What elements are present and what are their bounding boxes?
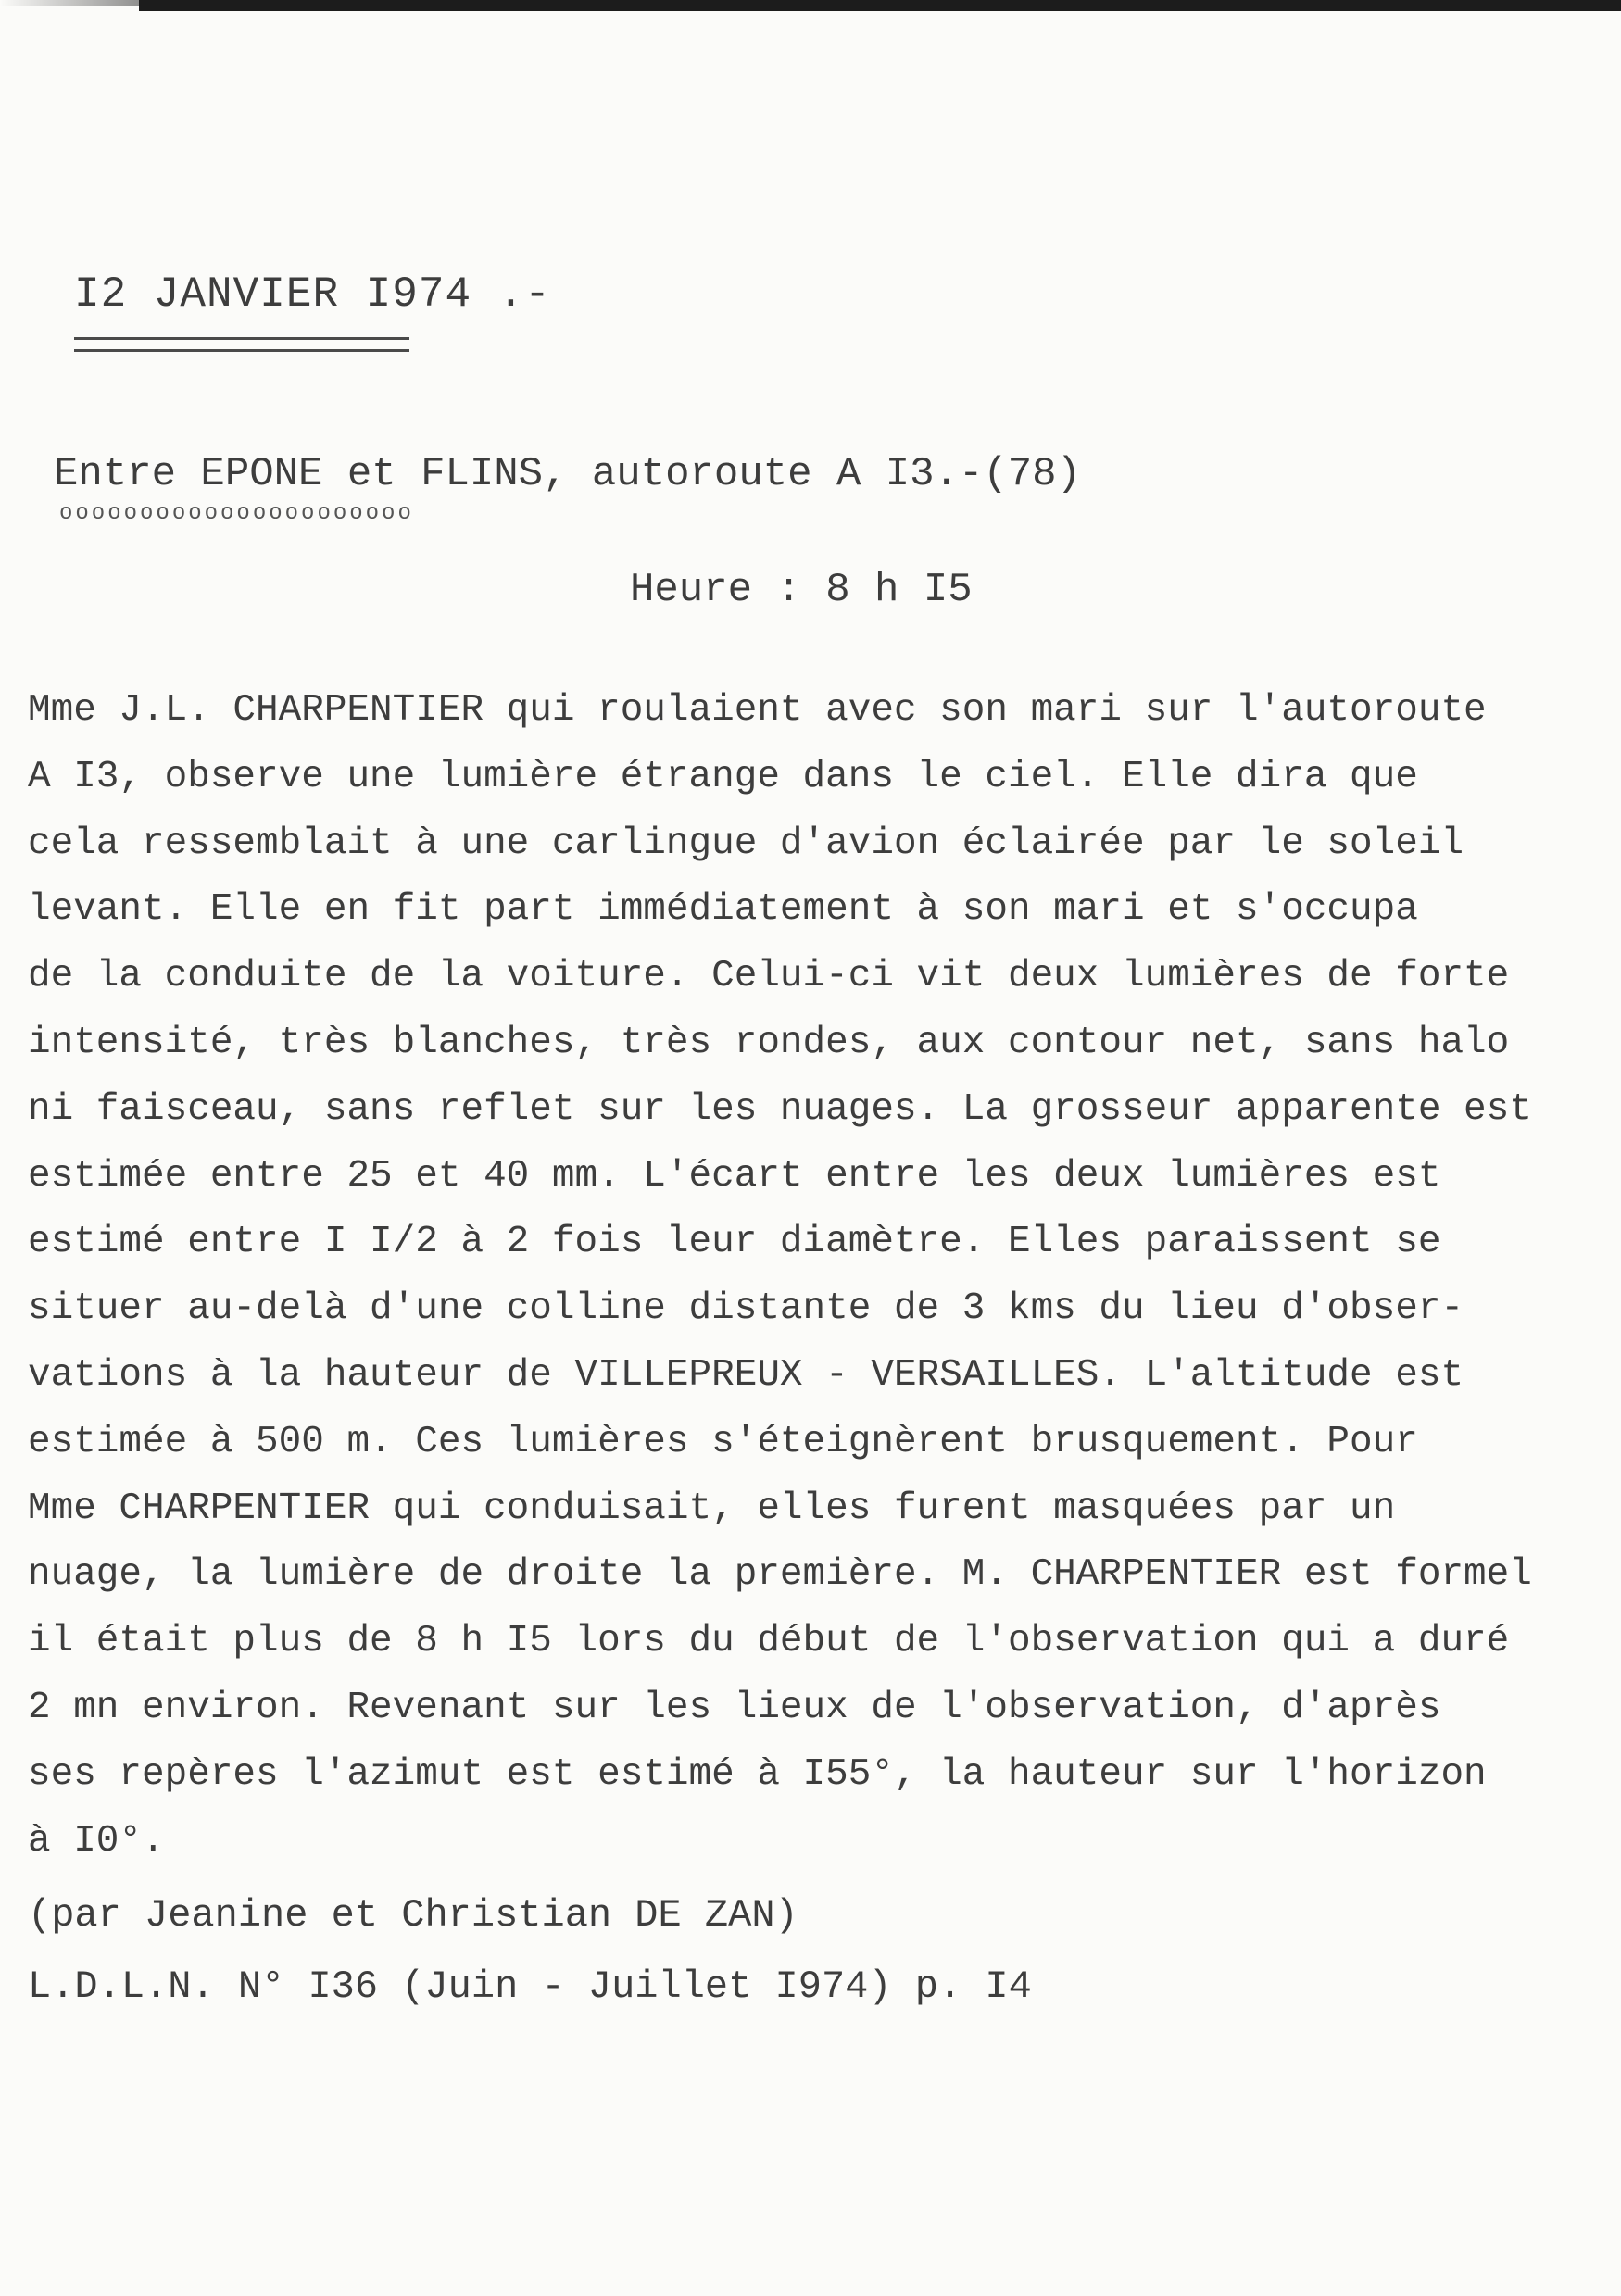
location-heading-underline: oooooooooooooooooooooo xyxy=(59,501,414,526)
top-border-rule xyxy=(139,0,1621,11)
body-line: ni faisceau, sans reflet sur les nuages. La grosseur apparente est xyxy=(28,1087,1532,1131)
body-line: A I3, observe une lumière étrange dans le ciel. Elle dira que xyxy=(28,755,1418,798)
body-line: Mme J.L. CHARPENTIER qui roulaient avec son mari sur l'autoroute xyxy=(28,689,1487,732)
body-line: estimée à 500 m. Ces lumières s'éteignèrent brusquement. Pour xyxy=(28,1420,1418,1463)
body-line: estimé entre I I/2 à 2 fois leur diamètre. Elles paraissent se xyxy=(28,1221,1441,1264)
time-line: Heure : 8 h I5 xyxy=(630,567,973,613)
top-border-rule-fade xyxy=(0,0,139,6)
source-reference: L.D.L.N. N° I36 (Juin - Juillet I974) p. I4 xyxy=(28,1964,1032,2009)
location-heading: Entre EPONE et FLINS, autoroute A I3.-(78) xyxy=(54,451,1081,497)
body-line: Mme CHARPENTIER qui conduisait, elles furent masquées par un xyxy=(28,1487,1396,1530)
body-line: intensité, très blanches, très rondes, aux contour net, sans halo xyxy=(28,1021,1510,1064)
body-line: 2 mn environ. Revenant sur les lieux de l'observation, d'après xyxy=(28,1686,1441,1729)
body-line: il était plus de 8 h I5 lors du début de l'observation qui a duré xyxy=(28,1620,1510,1663)
body-line: estimée entre 25 et 40 mm. L'écart entre les deux lumières est xyxy=(28,1154,1441,1198)
body-line: cela ressemblait à une carlingue d'avion éclairée par le soleil xyxy=(28,822,1464,865)
body-line: vations à la hauteur de VILLEPREUX - VERSAILLES. L'altitude est xyxy=(28,1353,1464,1397)
body-line: ses repères l'azimut est estimé à I55°, la hauteur sur l'horizon xyxy=(28,1752,1487,1796)
date-heading: I2 JANVIER I974 .- xyxy=(74,270,551,319)
body-line: de la conduite de la voiture. Celui-ci vit deux lumières de forte xyxy=(28,955,1510,998)
body-text xyxy=(28,678,1593,1875)
author-credit: (par Jeanine et Christian DE ZAN) xyxy=(28,1893,798,1938)
body-line: nuage, la lumière de droite la première. M. CHARPENTIER est formel xyxy=(28,1553,1532,1597)
body-line: levant. Elle en fit part immédiatement à son mari et s'occupa xyxy=(28,888,1418,932)
date-heading-double-underline xyxy=(74,337,409,352)
body-line: à I0°. xyxy=(28,1819,165,1863)
body-line: situer au-delà d'une colline distante de 3 kms du lieu d'obser- xyxy=(28,1287,1464,1331)
